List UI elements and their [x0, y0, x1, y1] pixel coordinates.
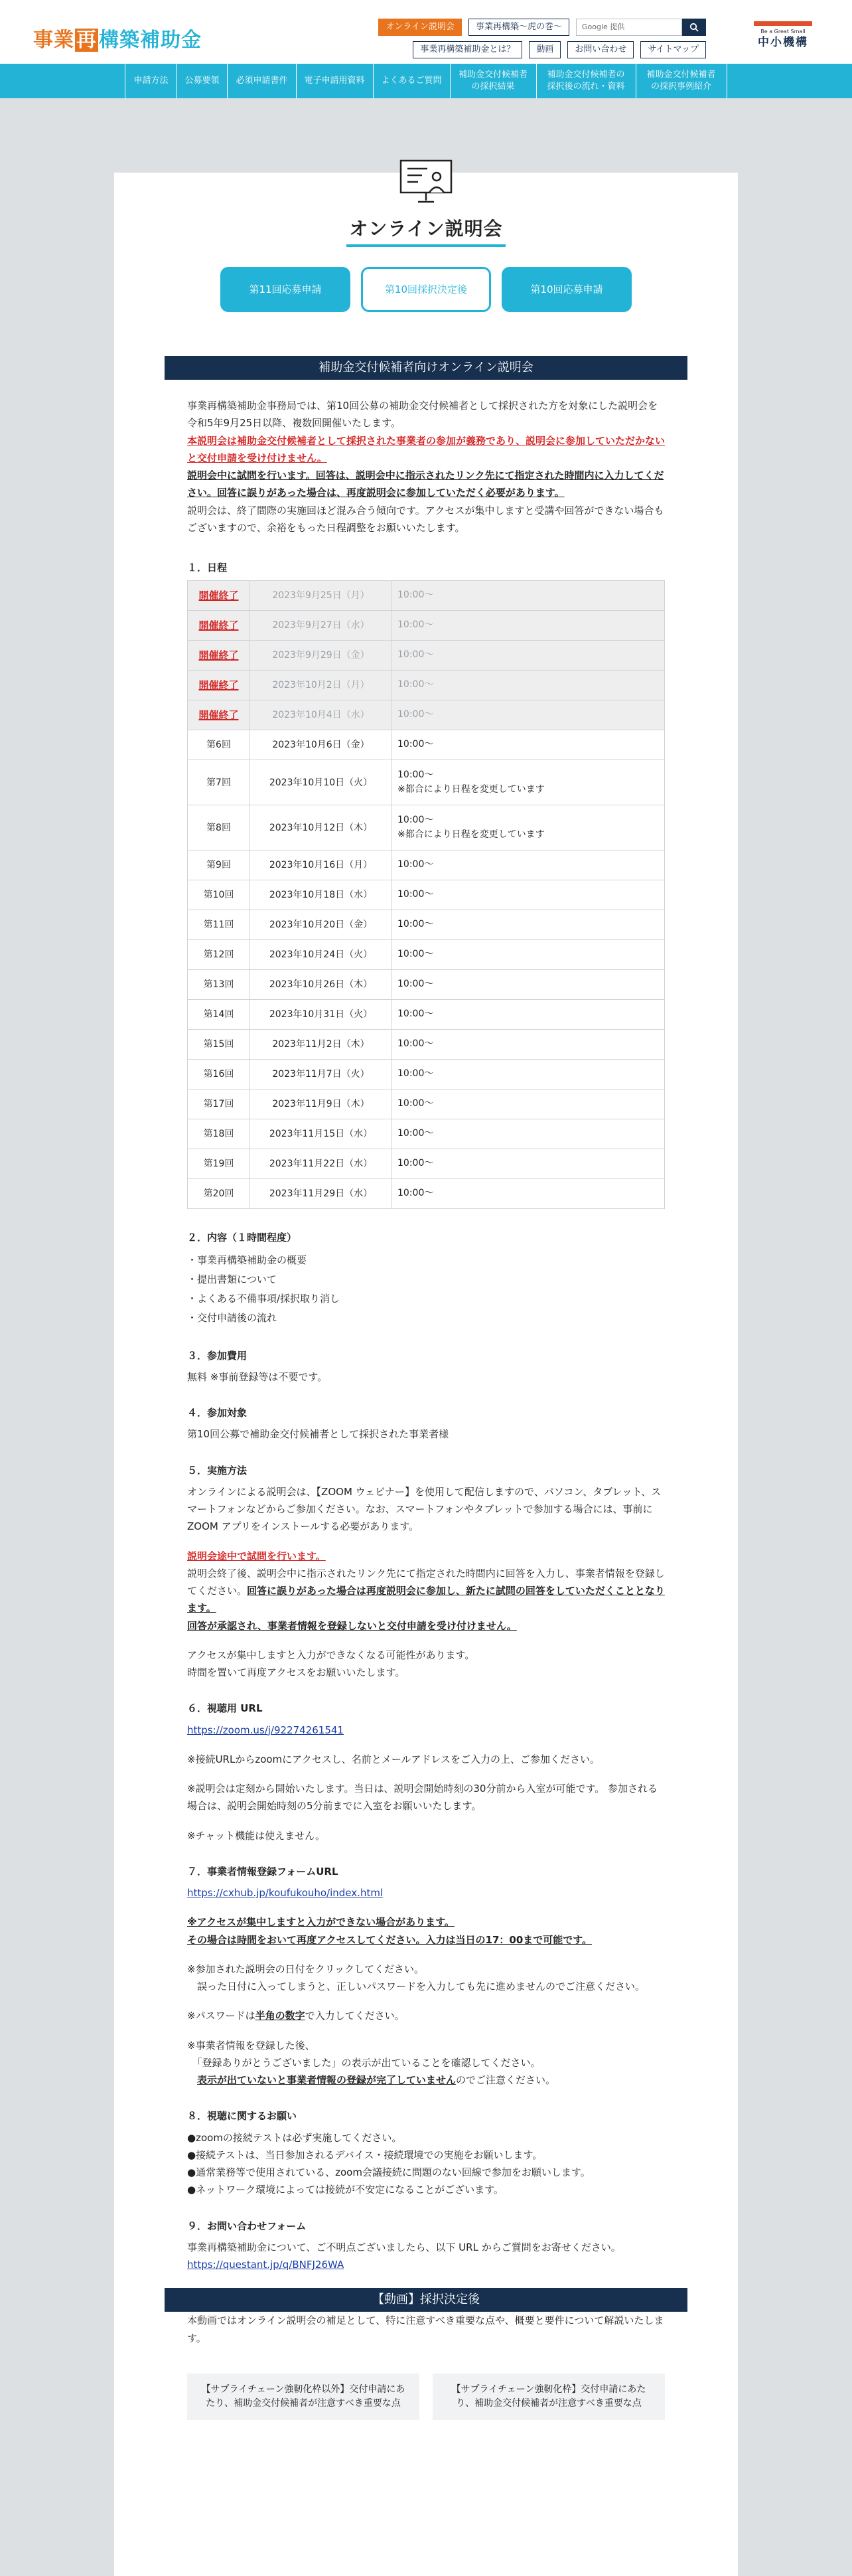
session-time-cell: [392, 1060, 665, 1089]
form-note: ※参加された説明会の日付をクリックしてください。: [187, 1963, 424, 1975]
session-time: 10:00〜: [397, 1038, 434, 1050]
session-date: 2023年10月24日（火）: [250, 940, 392, 970]
session-date: 2023年10月10日（火）: [250, 760, 392, 805]
session-date: 2023年9月29日（金）: [250, 641, 392, 671]
schedule-row: [188, 850, 665, 880]
registration-form-link[interactable]: https://cxhub.jp/koufukouho/index.html: [187, 1887, 384, 1899]
method-retry-notice: 回答に誤りがあった場合は再度説明会に参加し、新たに試問の回答をしていただくこととなります。: [187, 1585, 665, 1615]
method-answer-text: [187, 1565, 665, 1617]
session-time: 10:00〜: [397, 679, 434, 690]
form-complete-note: [187, 2071, 665, 2089]
session-time-cell: [392, 700, 665, 730]
method-heading: ５．実施方法: [187, 1464, 248, 1477]
session-date: 2023年10月6日（金）: [250, 730, 392, 760]
session-time: 10:00〜: [397, 1008, 434, 1020]
search-input[interactable]: Google 提供: [576, 19, 682, 36]
session-note: ※都合により日程を変更しています: [397, 829, 545, 840]
session-time-cell: [392, 581, 665, 611]
ended-label: 開催終了: [198, 679, 239, 691]
form-note: ※事業者情報を登録した後、: [187, 2039, 315, 2052]
ended-label: 開催終了: [198, 619, 239, 631]
method-approval-notice: 回答が承認され、事業者情報を登録しないと交付申請を受け付けません。: [187, 1619, 517, 1632]
session-time: 10:00〜: [397, 769, 434, 781]
session-time-cell: [392, 805, 665, 850]
session-time: 10:00〜: [397, 1098, 434, 1109]
section-heading-seminar: 補助金交付候補者向けオンライン説明会: [165, 356, 687, 380]
contact-form-link[interactable]: https://questant.jp/q/BNFJ26WA: [187, 2259, 344, 2271]
session-time: 10:00〜: [397, 1158, 434, 1169]
nav-after-adoption[interactable]: 補助金交付候補者の採択後の流れ・資料: [536, 64, 636, 98]
session-time-cell: [392, 940, 665, 970]
session-number: 第20回: [188, 1179, 250, 1209]
session-date: 2023年10月16日（月）: [250, 850, 392, 880]
session-time: 10:00〜: [397, 1068, 434, 1080]
form-note: 誤った日付に入ってしまうと、正しいパスワードを入力しても先に進めませんのでご注意ください。: [187, 1980, 646, 1992]
session-time: 10:00〜: [397, 1128, 434, 1139]
session-time-cell: [392, 760, 665, 805]
tab-round-11[interactable]: 第11回応募申請: [220, 267, 350, 312]
password-note-2: 半角の数字: [255, 2010, 305, 2022]
content-item: ・よくある不備事項/採択取り消し: [187, 1293, 340, 1305]
sme-name: 中小機構: [758, 35, 808, 49]
session-number: 第7回: [188, 760, 250, 805]
tab-round-10-after[interactable]: 第10回採択決定後: [361, 267, 491, 312]
section-heading-video: 【動画】採択決定後: [165, 2288, 687, 2312]
form-complete-warning: 表示が出ていないと事業者情報の登録が完了していません: [197, 2074, 457, 2086]
session-date: 2023年9月27日（水）: [250, 611, 392, 641]
content-item: ・提出書類について: [187, 1273, 277, 1285]
password-note-1: ※パスワードは: [187, 2010, 255, 2022]
ended-label: 開催終了: [198, 709, 239, 721]
contact-text: 事業再構築補助金について、ご不明点ございましたら、以下 URL からご質問をお寄せください。: [187, 2241, 621, 2253]
online-seminar-icon: [398, 157, 454, 207]
session-time-cell: [392, 910, 665, 940]
schedule-row: [188, 760, 665, 805]
session-number: 第13回: [188, 970, 250, 1000]
search-icon: [689, 23, 699, 32]
request-item: ●ネットワーク環境によっては接続が不安定になることがございます。: [187, 2184, 504, 2196]
session-number: 第16回: [188, 1060, 250, 1089]
session-date: 2023年10月12日（木）: [250, 805, 392, 850]
session-time: 10:00〜: [397, 649, 434, 661]
session-date: 2023年10月26日（木）: [250, 970, 392, 1000]
session-date: 2023年11月9日（木）: [250, 1089, 392, 1119]
session-time-cell: [392, 1089, 665, 1119]
session-number: 第15回: [188, 1030, 250, 1060]
session-time-cell: [392, 880, 665, 910]
request-item: ●接続テストは、当日参加されるデバイス・接続環境での実施をお願いします。: [187, 2148, 543, 2161]
video-cards: [187, 2374, 665, 2420]
session-time: 10:00〜: [397, 1188, 434, 1199]
site-header: [0, 0, 852, 64]
schedule-row: [188, 671, 665, 700]
nav-faq[interactable]: よくあるご質問: [373, 64, 450, 98]
session-time: 10:00〜: [397, 739, 434, 750]
sme-agency-logo[interactable]: [754, 21, 812, 50]
form-note: 「登録ありがとうございました」の表示が出ていることを確認してください。: [187, 2056, 541, 2069]
about-subsidy-link[interactable]: 事業再構築補助金とは？: [413, 41, 522, 58]
header-links: [321, 19, 706, 58]
schedule-row: [188, 940, 665, 970]
nav-apply-method[interactable]: 申請方法: [125, 64, 176, 98]
session-time: 10:00〜: [397, 979, 434, 990]
session-date: 2023年11月2日（木）: [250, 1030, 392, 1060]
request-item: ●通常業務等で使用されている、zoom会議接続に問題のない回線で参加をお願いします。: [187, 2166, 591, 2178]
session-date: 2023年10月4日（水）: [250, 700, 392, 730]
session-number: 第6回: [188, 730, 250, 760]
session-time-cell: [392, 671, 665, 700]
schedule-row: [188, 910, 665, 940]
form-complete-suffix: のでご注意ください。: [456, 2074, 556, 2086]
video-card-supply-chain[interactable]: 【サプライチェーン強靭化枠】交付申請にあたり、補助金交付候補者が注意すべき重要な点: [433, 2374, 665, 2420]
content-item: ・交付申請後の流れ: [187, 1312, 277, 1325]
ended-badge: [188, 611, 250, 641]
tab-round-10-apply[interactable]: 第10回応募申請: [502, 267, 632, 312]
online-seminar-link[interactable]: オンライン説明会: [378, 19, 462, 36]
viewing-note: ※接続URLからzoomにアクセスし、名前とメールアドレスをご入力の上、ご参加ください。: [187, 1753, 600, 1765]
session-time-cell: [392, 970, 665, 1000]
contact-link[interactable]: お問い合わせ: [567, 41, 634, 58]
form-warning: ※アクセスが集中しますと入力ができない場合があります。: [187, 1916, 455, 1929]
logo-bar: [754, 21, 812, 26]
session-number: 第18回: [188, 1119, 250, 1149]
content-item: ・事業再構築補助金の概要: [187, 1253, 307, 1266]
sme-tagline: Be a Great Small: [760, 29, 806, 35]
session-time-cell: [392, 641, 665, 671]
session-number: 第11回: [188, 910, 250, 940]
form-heading: ７．事業者情報登録フォームURL: [187, 1865, 338, 1878]
sitemap-link[interactable]: サイトマップ: [640, 41, 706, 58]
schedule-row: [188, 1119, 665, 1149]
zoom-url-link[interactable]: https://zoom.us/j/92274261541: [187, 1724, 344, 1736]
session-time: 10:00〜: [397, 619, 434, 631]
logo-text-2: 再: [76, 29, 97, 52]
viewing-heading: ６．視聴用 URL: [187, 1702, 263, 1715]
ended-badge: [188, 700, 250, 730]
nav-results[interactable]: 補助金交付候補者の採択結果: [450, 64, 536, 98]
schedule-table: [187, 580, 665, 1209]
session-time-cell: [392, 850, 665, 880]
site-logo[interactable]: [33, 31, 202, 50]
session-date: 2023年11月15日（水）: [250, 1119, 392, 1149]
method-retry-text: 時間を置いて再度アクセスをお願いいたします。: [187, 1666, 405, 1678]
nav-e-application[interactable]: 電子申請用資料: [296, 64, 373, 98]
logo-text-1: 事業: [33, 29, 74, 52]
global-nav: [0, 64, 852, 98]
session-number: 第8回: [188, 805, 250, 850]
requests-heading: ８．視聴に関するお願い: [187, 2110, 297, 2123]
intro-crowd-notice: 説明会は、終了間際の実施回ほど混み合う傾向です。アクセスが集中しますと受講や回答ができない場合もございますので、余裕をもった日程調整をお願いいたします。: [187, 504, 664, 534]
session-date: 2023年11月29日（水）: [250, 1179, 392, 1209]
schedule-row: [188, 1149, 665, 1179]
session-time-cell: [392, 1149, 665, 1179]
viewing-note: ※説明会は定刻から開始いたします。当日は、説明会開始時刻の30分前から入室が可能です。 参加される場合は、説明会開始時刻の5分前までに入室をお願いいたします。: [187, 1783, 658, 1812]
schedule-row: [188, 1179, 665, 1209]
schedule-row: [188, 611, 665, 641]
session-date: 2023年10月31日（火）: [250, 1000, 392, 1030]
ended-badge: [188, 671, 250, 700]
schedule-row: [188, 700, 665, 730]
fee-heading: ３．参加費用: [187, 1349, 248, 1362]
round-tabs: [165, 267, 687, 312]
intro-text: 事業再構築補助金事務局では、第10回公募の補助金交付候補者として採択された方を対象にした説明会を令和5年9月25日以降、複数回開催いたします。: [187, 400, 658, 430]
method-quiz-notice: 説明会途中で試問を行います。: [187, 1550, 326, 1562]
nav-case-studies[interactable]: 補助金交付候補者の採択事例紹介: [636, 64, 727, 98]
password-note-3: で入力してください。: [305, 2010, 405, 2022]
schedule-row: [188, 641, 665, 671]
ended-badge: [188, 641, 250, 671]
ended-label: 開催終了: [198, 590, 239, 602]
method-text: オンラインによる説明会は、【ZOOM ウェビナー】を使用して配信しますので、パソコン、タブレット、スマートフォンなどからご参加ください。なお、スマートフォンやタブレットで参加する場合には、事前に ZOOM アプリをインストールする必要があります。: [187, 1485, 662, 1533]
target-heading: ４．参加対象: [187, 1407, 248, 1419]
session-date: 2023年10月2日（月）: [250, 671, 392, 700]
session-time-cell: [392, 730, 665, 760]
form-password-note: [187, 2007, 665, 2024]
session-number: 第14回: [188, 1000, 250, 1030]
schedule-row: [188, 1000, 665, 1030]
session-number: 第12回: [188, 940, 250, 970]
ended-badge: [188, 581, 250, 611]
session-time: 10:00〜: [397, 815, 434, 826]
site-search: [576, 19, 706, 36]
content-heading: ２．内容（１時間程度）: [187, 1232, 297, 1244]
request-item: ●zoomの接続テストは必ず実施してください。: [187, 2131, 402, 2144]
nav-guidelines[interactable]: 公募要領: [176, 64, 227, 98]
session-time: 10:00〜: [397, 709, 434, 720]
page-title: オンライン説明会: [346, 215, 505, 247]
method-answer-instructions: 説明会終了後、説明会中に指示されたリンク先にて指定された時間内に回答を入力し、事業者情報を登録してください。: [187, 1567, 665, 1597]
schedule-heading: １．日程: [187, 562, 228, 574]
session-time-cell: [392, 1179, 665, 1209]
ended-label: 開催終了: [198, 649, 239, 661]
schedule-row: [188, 880, 665, 910]
main-content: [114, 173, 738, 2576]
schedule-row: [188, 970, 665, 1000]
session-date: 2023年10月18日（水）: [250, 880, 392, 910]
schedule-row: [188, 581, 665, 611]
session-number: 第9回: [188, 850, 250, 880]
video-card-general[interactable]: 【サプライチェーン強靭化枠以外】交付申請にあたり、補助金交付候補者が注意すべき重要な点: [187, 2374, 419, 2420]
nav-required-docs[interactable]: 必須申請書件: [227, 64, 295, 98]
session-number: 第17回: [188, 1089, 250, 1119]
session-time: 10:00〜: [397, 590, 434, 601]
session-time-cell: [392, 1119, 665, 1149]
session-time-cell: [392, 1030, 665, 1060]
target-text: 第10回公募で補助金交付候補者として採択された事業者様: [187, 1428, 449, 1441]
schedule-row: [188, 805, 665, 850]
schedule-row: [188, 730, 665, 760]
form-warning: その場合は時間をおいて再度アクセスしてください。入力は当日の17：00まで可能です。: [187, 1933, 593, 1946]
fee-text: 無料 ※事前登録等は不要です。: [187, 1370, 328, 1383]
viewing-note: ※チャット機能は使えません。: [187, 1829, 326, 1842]
schedule-row: [188, 1060, 665, 1089]
video-intro-text: 本動画ではオンライン説明会の補足として、特に注意すべき重要な点や、概要と要件について解説いたします。: [187, 2314, 664, 2344]
session-time: 10:00〜: [397, 919, 434, 930]
session-note: ※都合により日程を変更しています: [397, 783, 545, 795]
session-time-cell: [392, 611, 665, 641]
session-time: 10:00〜: [397, 859, 434, 870]
session-number: 第10回: [188, 880, 250, 910]
session-date: 2023年10月20日（金）: [250, 910, 392, 940]
session-time: 10:00〜: [397, 949, 434, 960]
intro-mandatory-notice: 本説明会は補助金交付候補者として採択された事業者の参加が義務であり、説明会に参加していただかないと交付申請を受け付けません。: [187, 434, 666, 464]
session-time-cell: [392, 1000, 665, 1030]
schedule-row: [188, 1089, 665, 1119]
intro-quiz-notice: 説明会中に試問を行います。回答は、説明会中に指示されたリンク先にて指定された時間内に入力してください。回答に誤りがあった場合は、再度説明会に参加していただく必要があります。: [187, 469, 664, 499]
search-button[interactable]: [682, 19, 706, 36]
session-number: 第19回: [188, 1149, 250, 1179]
session-date: 2023年9月25日（月）: [250, 581, 392, 611]
session-date: 2023年11月22日（水）: [250, 1149, 392, 1179]
video-link[interactable]: 動画: [529, 41, 561, 58]
schedule-row: [188, 1030, 665, 1060]
contact-heading: ９．お問い合わせフォーム: [187, 2219, 307, 2232]
session-time: 10:00〜: [397, 889, 434, 900]
logo-text-3: 構築補助金: [99, 29, 202, 52]
toranomaki-link[interactable]: 事業再構築〜虎の巻〜: [468, 19, 569, 36]
method-access-text: アクセスが集中しますと入力ができなくなる可能性があります。: [187, 1649, 475, 1661]
session-date: 2023年11月7日（火）: [250, 1060, 392, 1089]
